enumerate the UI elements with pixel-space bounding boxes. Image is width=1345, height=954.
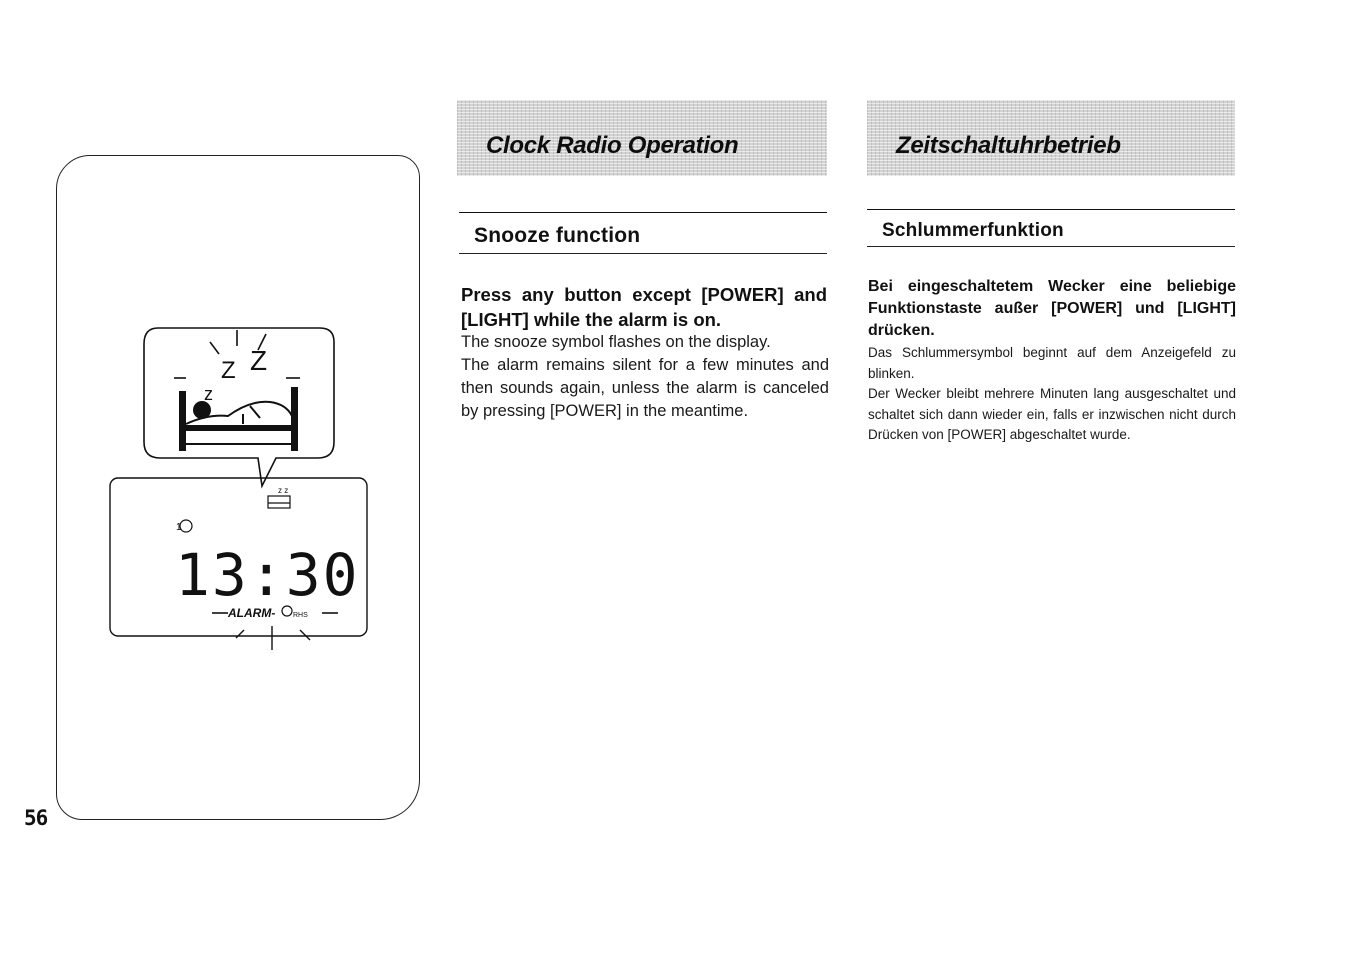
snooze-letter-large: Z [250,345,268,376]
body-english-line-1: The snooze symbol flashes on the display. [461,333,771,351]
instruction-german: Bei eingeschaltetem Wecker eine beliebige Funktionstaste außer [POWER] und [LIGHT] drücken. [868,278,1236,339]
section-heading-german: Schlummerfunktion [882,220,1064,241]
bed-icon [180,388,297,450]
bubble-frame [144,328,334,486]
banner-title-english: Clock Radio Operation [486,132,739,159]
snooze-illustration [100,320,380,660]
svg-text:z z: z z [278,486,289,495]
rule-bottom-english [459,253,827,254]
banner-german [867,100,1235,176]
timer-icon [180,520,192,532]
alarm-label: ALARM- [228,606,276,620]
snooze-letter-mid: Z [221,357,236,384]
body-english-line-2: The alarm remains silent for a few minutes and then sounds again, unless the alarm is canceled by pressing [POWER] in the meantime. [461,356,829,420]
sleeper-head-icon [193,401,211,419]
timer-number: 1 [176,522,182,533]
section-heading-english: Snooze function [474,224,641,247]
banner-title-german: Zeitschaltuhrbetrieb [896,132,1121,159]
rule-top-english [459,212,827,213]
lcd-snooze-icon [268,496,290,508]
alarm-sub-label: RHS [293,612,308,619]
rule-top-german [867,209,1235,210]
rule-bottom-german [867,246,1235,247]
banner-english [457,100,827,176]
body-german-line-2: Der Wecker bleibt mehrere Minuten lang ausgeschaltet und schaltet sich dann wieder ein, falls er inzwischen nicht durch Drücken von [POWER] abgeschaltet wurde. [868,386,1236,443]
flash-lines [174,330,300,378]
body-german-line-1: Das Schlummersymbol beginnt auf dem Anzeigefeld zu blinken. [868,345,1236,381]
instruction-english: Press any button except [POWER] and [LIGHT] while the alarm is on. [461,284,827,330]
body-german [868,343,1236,446]
lcd-time: 13:30 [175,541,360,609]
page-number: 56 [24,806,48,830]
snooze-letter-small: z [204,384,213,404]
body-english [461,331,829,423]
alarm-flash-lines [236,626,310,650]
